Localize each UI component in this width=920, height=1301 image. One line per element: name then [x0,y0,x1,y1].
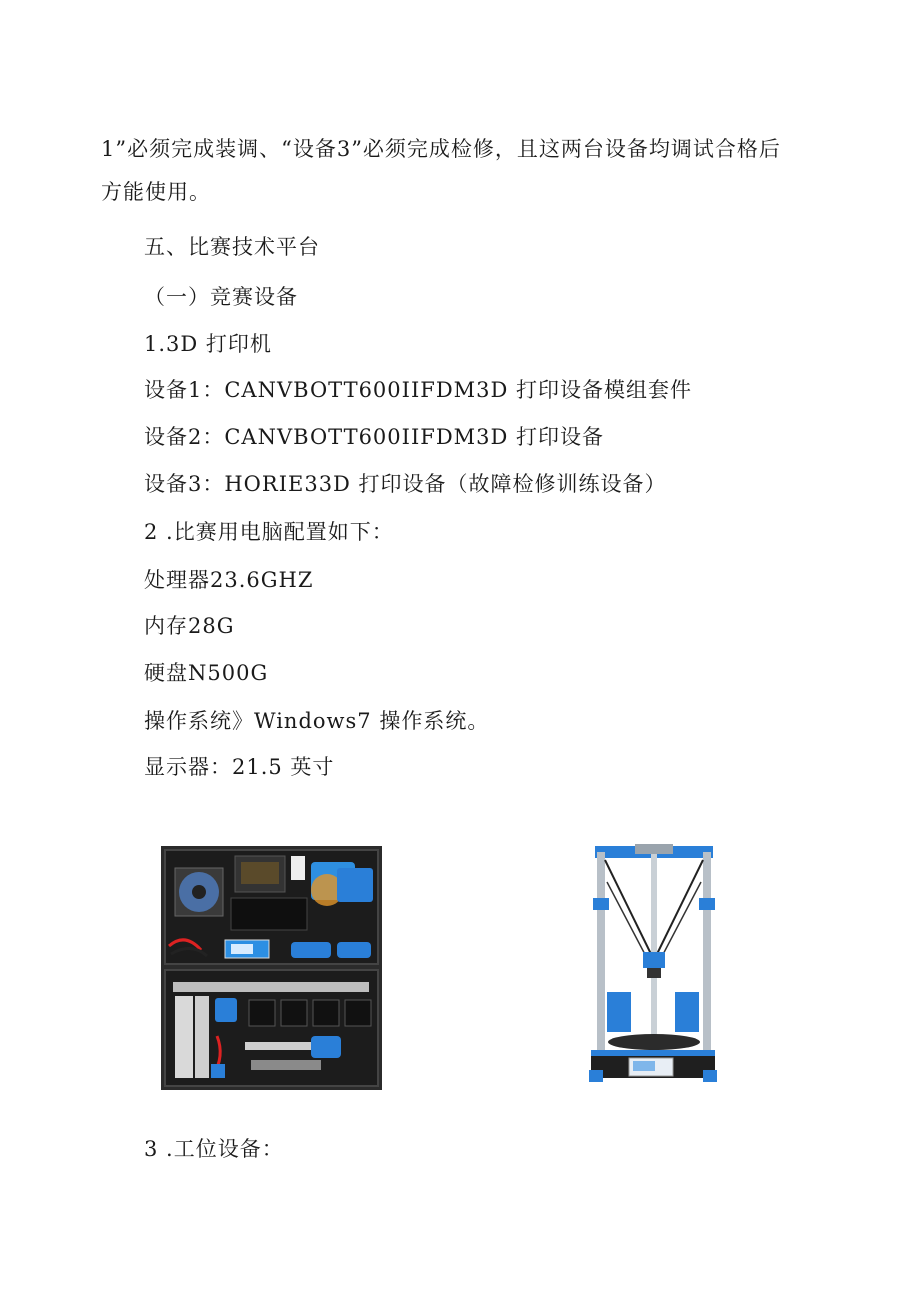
printer-kit-case-illustration [161,846,382,1090]
station-title: 3 .工位设备： [144,1137,284,1161]
computer-disk: 硬盘N500G [144,661,269,685]
device-1-line: 设备1：CANVBOTT600IIFDM3D 打印设备模组套件 [144,378,693,402]
computer-display: 显示器：21.5 英寸 [144,755,335,779]
printers-title: 1.3D 打印机 [144,332,272,356]
printer-kit-case-image [161,846,382,1090]
computer-title: 2 .比赛用电脑配置如下： [144,520,394,544]
section-subheading: （一）竞赛设备 [144,285,298,309]
computer-memory: 内存28G [144,614,235,638]
delta-printer-image [585,842,720,1090]
section-heading: 五、比赛技术平台 [144,235,320,259]
device-3-line: 设备3：HORIE33D 打印设备（故障检修训练设备） [144,472,667,496]
intro-line-2: 方能使用。 [101,180,211,204]
device-2-line: 设备2：CANVBOTT600IIFDM3D 打印设备 [144,425,605,449]
computer-os: 操作系统》Windows7 操作系统。 [144,709,490,733]
computer-cpu: 处理器23.6GHZ [144,568,314,592]
intro-line-1: 1”必须完成装调、“设备3”必须完成检修，且这两台设备均调试合格后 [101,137,781,161]
delta-printer-illustration [585,842,720,1090]
